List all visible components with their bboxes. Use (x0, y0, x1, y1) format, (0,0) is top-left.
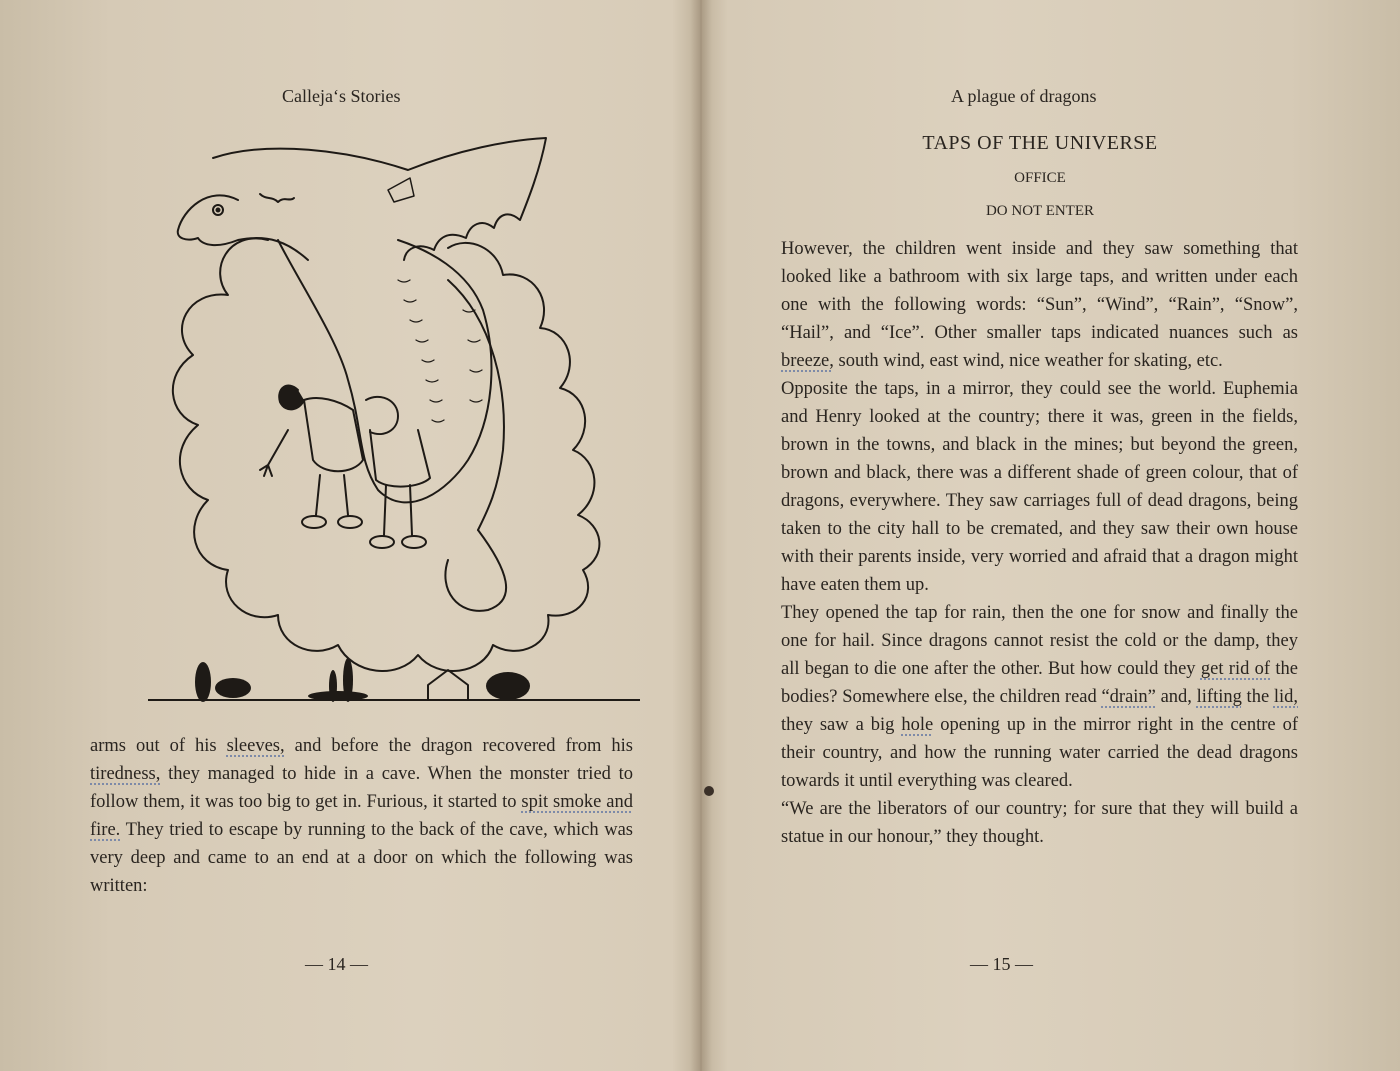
text-run: “We are the liberators of our country; for sure that they will build a statue in our honour,” they thought. (781, 799, 1298, 847)
dragon-illustration (148, 130, 640, 708)
vocabulary-word: lifting (1196, 687, 1242, 707)
right-paragraph (781, 795, 1298, 851)
text-run: they saw a big (781, 715, 902, 735)
text-run: They opened the tap for rain, then the one for snow and finally the one for hail. Since dragons cannot resist the cold or the damp, they all began to die one after the other. But how could they (781, 603, 1298, 679)
right-paragraph (781, 235, 1298, 375)
right-page (700, 0, 1400, 1071)
text-run: They tried to escape by running to the back of the cave, which was very deep and came to an end at a door on which the following was written: (90, 820, 633, 896)
text-run: arms out of his (90, 736, 227, 756)
vocabulary-word: lid, (1273, 687, 1299, 707)
vocabulary-word: get rid of (1200, 659, 1271, 679)
left-paragraph (90, 732, 633, 900)
text-run: and, (1155, 687, 1197, 707)
left-page-number: — 14 — (305, 954, 368, 974)
right-paragraph (781, 375, 1298, 599)
vocabulary-word: tiredness, (90, 764, 161, 784)
text-run: south wind, east wind, nice weather for skating, etc. (833, 351, 1223, 371)
text-run: Opposite the taps, in a mirror, they could see the world. Euphemia and Henry looked at the country; there it was, green in the fields, brown in the towns, and black in the mines; but beyond the green, brown and black, there was a different shade of green colour, that of dragons, everywhere. They saw carriages full of dead dragons, being taken to the city hall to be cremated, and they saw their own house with their parents inside, very worried and afraid that a dragon might have eaten them up. (781, 379, 1298, 595)
vocabulary-word: spit smoke and fire. (90, 792, 633, 840)
text-run: and before the dragon recovered from his (284, 736, 633, 756)
vocabulary-word: sleeves, (226, 736, 285, 756)
right-running-header: A plague of dragons (951, 86, 1097, 106)
sign-do-not-enter: DO NOT ENTER (985, 203, 1095, 219)
sign-office: OFFICE (1014, 170, 1066, 186)
right-paragraph (781, 599, 1298, 795)
text-run: However, the children went inside and they saw something that looked like a bathroom with six large taps, and written under each one with the following words: “Sun”, “Wind”, “Rain”, “Snow”, “Hail”, and “Ice”. Other smaller taps indicated nuances such as (781, 239, 1298, 343)
vocabulary-word: hole (901, 715, 934, 735)
left-running-header: Calleja‘s Stories (282, 86, 401, 106)
text-run: the (1241, 687, 1274, 707)
text-run: the bodies? Somewhere else, the children read (781, 659, 1299, 707)
sign-title: TAPS OF THE UNIVERSE (922, 132, 1158, 154)
text-run: opening up in the mirror right in the centre of their country, and how the running water carried the dead dragons towards it until everything was cleared. (781, 715, 1298, 791)
right-page-number: — 15 — (970, 954, 1033, 974)
ink-spot (704, 786, 714, 796)
vocabulary-word: “drain” (1101, 687, 1156, 707)
text-run: they managed to hide in a cave. When the monster tried to follow them, it was too big to get in. Furious, it started to (90, 764, 633, 812)
vocabulary-word: breeze, (781, 351, 834, 371)
right-body-text (781, 235, 1298, 851)
left-body-text (90, 732, 633, 900)
